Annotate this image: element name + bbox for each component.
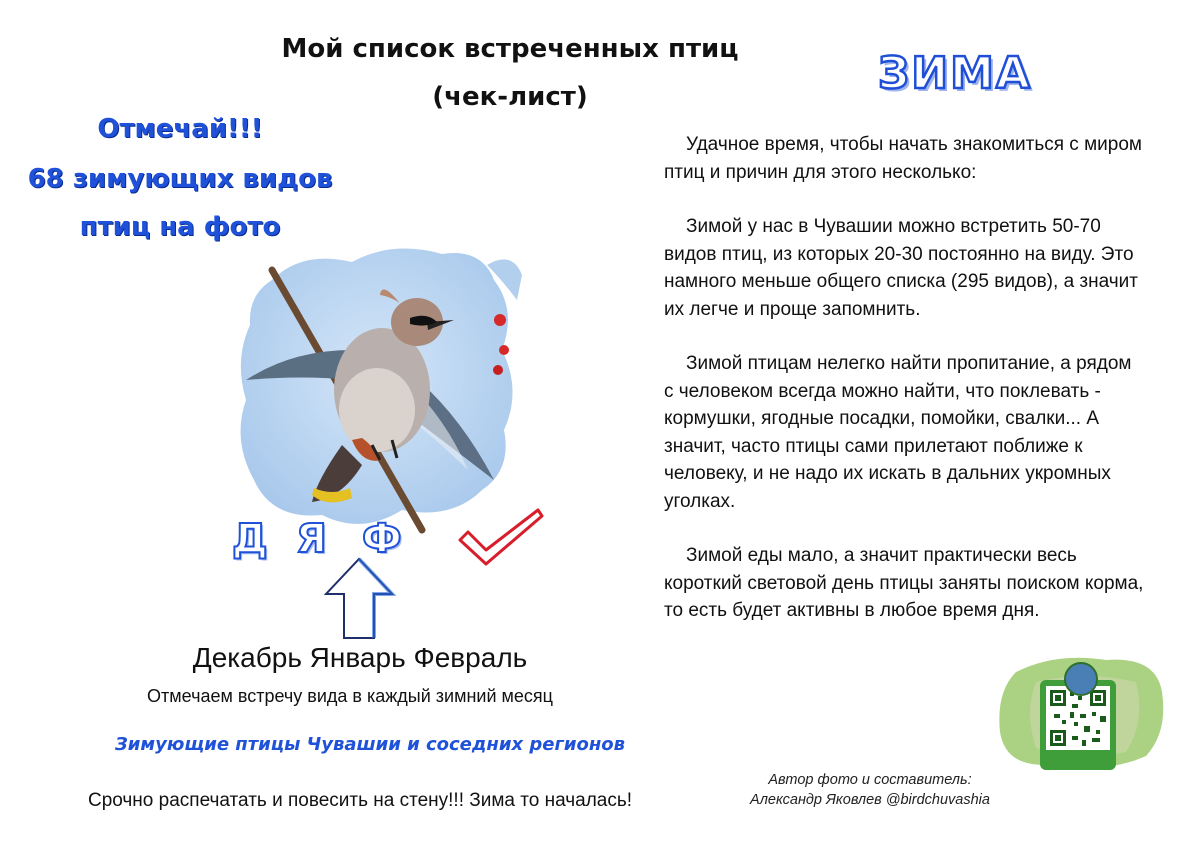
page-title: Мой список встреченных птиц: [281, 34, 739, 64]
season-heading: ЗИМА: [878, 48, 1032, 99]
qr-label: @FREEBIOLOG: [1047, 769, 1109, 778]
paragraph-species-count: Зимой у нас в Чувашии можно встретить 50-70 видов птиц, из которых 20-30 постоянно на виду. Это намного меньше общего списка (295 видов), а значит их легче и проще запомнить.: [664, 216, 1138, 320]
month-letter-january: Я: [296, 516, 327, 562]
paragraph-intro: Удачное время, чтобы начать знакомиться с миром птиц и причин для этого несколько:: [664, 134, 1142, 183]
paragraph-short-day: Зимой еды мало, а значит практически весь короткий световой день птицы заняты поиском корма, то есть будет активны в любое время дня.: [664, 545, 1144, 621]
page-subtitle: (чек-лист): [432, 82, 588, 112]
waxwing-photo: [232, 240, 522, 540]
month-letter-february: Ф: [362, 516, 402, 562]
up-arrow-icon: [322, 556, 396, 646]
print-note: Срочно распечатать и повесить на стену!!! Зима то началась!: [87, 790, 633, 811]
month-letter-december: Д: [232, 516, 268, 562]
author-label: Автор фото и составитель:: [768, 772, 972, 788]
instruction-text: Отмечаем встречу вида в каждый зимний месяц: [147, 686, 553, 706]
author-name: Александр Яковлев @birdchuvashia: [750, 792, 990, 808]
promo-line-1: Отмечай!!!: [97, 114, 263, 144]
regions-heading: Зимующие птицы Чувашии и соседних регионов: [114, 734, 626, 755]
checkmark-icon: [456, 506, 544, 572]
promo-line-2: 68 зимующих видов: [27, 164, 333, 194]
months-caption: Декабрь Январь Февраль: [192, 642, 528, 673]
promo-line-3: птиц на фото: [79, 212, 281, 242]
avatar: [1064, 662, 1098, 696]
paragraph-food: Зимой птицам нелегко найти пропитание, а рядом с человеком всегда можно найти, что поклевать - кормушки, ягодные посадки, помойки, свалки... А значит, часто птицы сами прилетают поближе к человеку, и не надо их искать в дальних укромных уголках.: [664, 353, 1132, 512]
